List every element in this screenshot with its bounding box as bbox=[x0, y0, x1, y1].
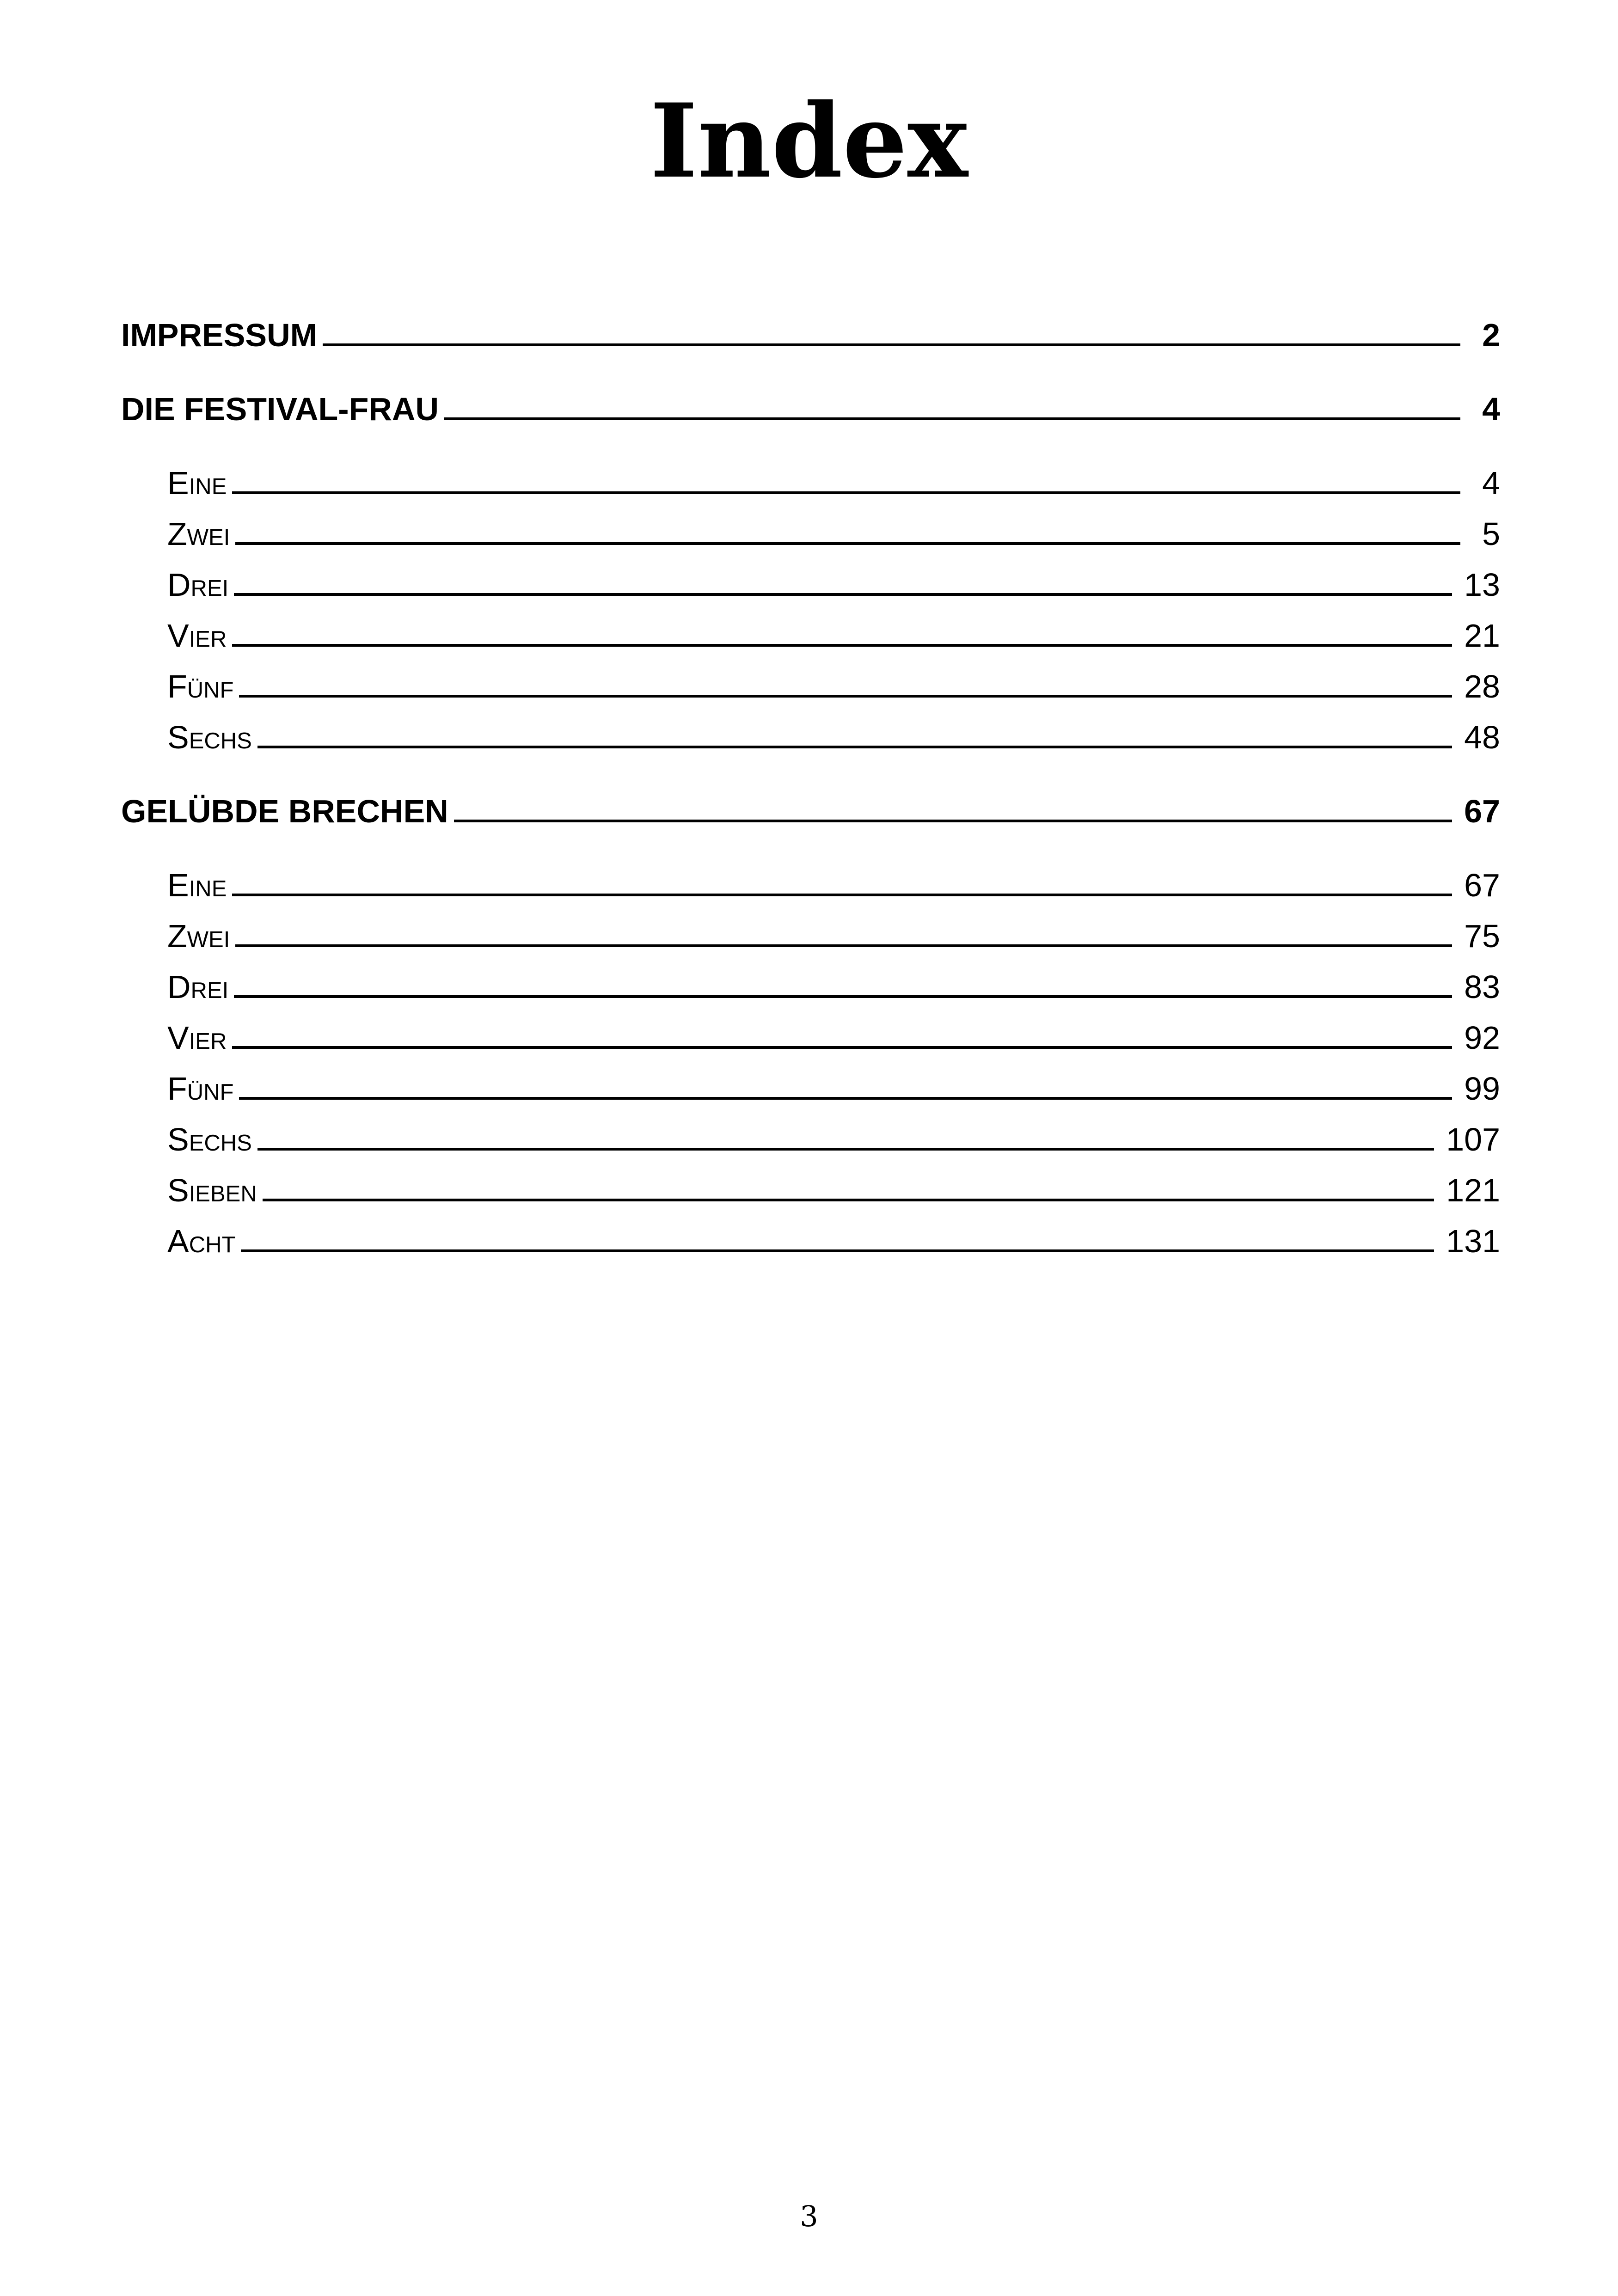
toc-leader-line bbox=[235, 542, 1460, 545]
toc-entry-eine[interactable] bbox=[167, 867, 1500, 908]
toc-entry-page: 107 bbox=[1446, 1121, 1500, 1157]
toc-leader-line bbox=[239, 695, 1452, 698]
toc-entry-sieben[interactable] bbox=[167, 1172, 1500, 1213]
toc-entry-label: Sechs bbox=[167, 1121, 252, 1157]
toc-entry-page: 75 bbox=[1464, 918, 1500, 954]
toc-entry-page: 67 bbox=[1464, 867, 1500, 903]
toc-entry-sechs[interactable] bbox=[167, 719, 1500, 760]
toc-leader-line bbox=[241, 1249, 1434, 1252]
toc-entry-drei[interactable] bbox=[167, 968, 1500, 1010]
toc-entry-page: 21 bbox=[1464, 618, 1500, 654]
toc-entry-vier[interactable] bbox=[167, 617, 1500, 659]
toc-entry-label: Drei bbox=[167, 567, 229, 603]
toc-leader-line bbox=[232, 491, 1460, 494]
toc-entry-zwei[interactable] bbox=[167, 515, 1500, 557]
toc-entry-eine[interactable] bbox=[167, 465, 1500, 506]
toc-entry-label: Vier bbox=[167, 1020, 227, 1056]
toc-leader-line bbox=[454, 820, 1452, 822]
toc-entry-page: 4 bbox=[1482, 465, 1500, 501]
toc-entry-label: GELÜBDE BRECHEN bbox=[121, 793, 448, 829]
toc-leader-line bbox=[239, 1097, 1452, 1100]
toc-entry-page: 28 bbox=[1464, 668, 1500, 704]
toc-entry-label: Fünf bbox=[167, 668, 234, 704]
toc-entry-sechs[interactable] bbox=[167, 1121, 1500, 1163]
toc-entry-fuenf[interactable] bbox=[167, 668, 1500, 710]
toc-entry-label: Drei bbox=[167, 969, 229, 1005]
toc-entry-page: 2 bbox=[1482, 317, 1500, 353]
toc-leader-line bbox=[234, 995, 1452, 998]
toc-entry-vier[interactable] bbox=[167, 1019, 1500, 1061]
toc-entry-page: 131 bbox=[1446, 1223, 1500, 1259]
toc-entry-fuenf[interactable] bbox=[167, 1070, 1500, 1112]
toc-entry-label: Fünf bbox=[167, 1071, 234, 1107]
toc-leader-line bbox=[263, 1199, 1434, 1201]
toc-entry-page: 121 bbox=[1446, 1172, 1500, 1208]
toc-leader-line bbox=[232, 644, 1452, 647]
toc-entry-die-festival-frau[interactable] bbox=[121, 391, 1500, 432]
toc-leader-line bbox=[257, 1148, 1434, 1151]
toc-entry-page: 83 bbox=[1464, 969, 1500, 1005]
toc-entry-page: 67 bbox=[1464, 793, 1500, 829]
toc-entry-label: Sieben bbox=[167, 1172, 257, 1208]
toc-entry-geluebde-brechen[interactable] bbox=[121, 793, 1500, 834]
toc-entry-acht[interactable] bbox=[167, 1223, 1500, 1264]
toc-entry-page: 13 bbox=[1464, 567, 1500, 603]
toc-entry-label: Zwei bbox=[167, 516, 230, 552]
toc-entry-label: Eine bbox=[167, 867, 227, 903]
toc-leader-line bbox=[257, 746, 1452, 748]
toc-entry-impressum[interactable] bbox=[121, 317, 1500, 358]
toc-entry-page: 99 bbox=[1464, 1071, 1500, 1107]
toc-entry-zwei[interactable] bbox=[167, 918, 1500, 959]
toc-leader-line bbox=[232, 1046, 1452, 1049]
toc-leader-line bbox=[323, 343, 1460, 346]
toc-entry-page: 4 bbox=[1482, 391, 1500, 427]
toc-entry-page: 48 bbox=[1464, 719, 1500, 755]
toc-leader-line bbox=[444, 417, 1460, 420]
toc-leader-line bbox=[232, 894, 1452, 896]
toc-entry-label: Eine bbox=[167, 465, 227, 501]
toc-entry-label: Vier bbox=[167, 618, 227, 654]
toc-entry-label: Acht bbox=[167, 1223, 236, 1259]
toc-entry-label: Sechs bbox=[167, 719, 252, 755]
toc-entry-page: 5 bbox=[1482, 516, 1500, 552]
toc-entry-page: 92 bbox=[1464, 1020, 1500, 1056]
toc-leader-line bbox=[235, 944, 1452, 947]
toc-entry-label: DIE FESTIVAL-FRAU bbox=[121, 391, 439, 427]
page-title: Index bbox=[650, 81, 968, 201]
toc-entry-label: Zwei bbox=[167, 918, 230, 954]
toc-leader-line bbox=[234, 593, 1452, 596]
toc-entry-drei[interactable] bbox=[167, 566, 1500, 608]
toc-entry-label: IMPRESSUM bbox=[121, 317, 317, 353]
page-number: 3 bbox=[800, 2199, 818, 2233]
